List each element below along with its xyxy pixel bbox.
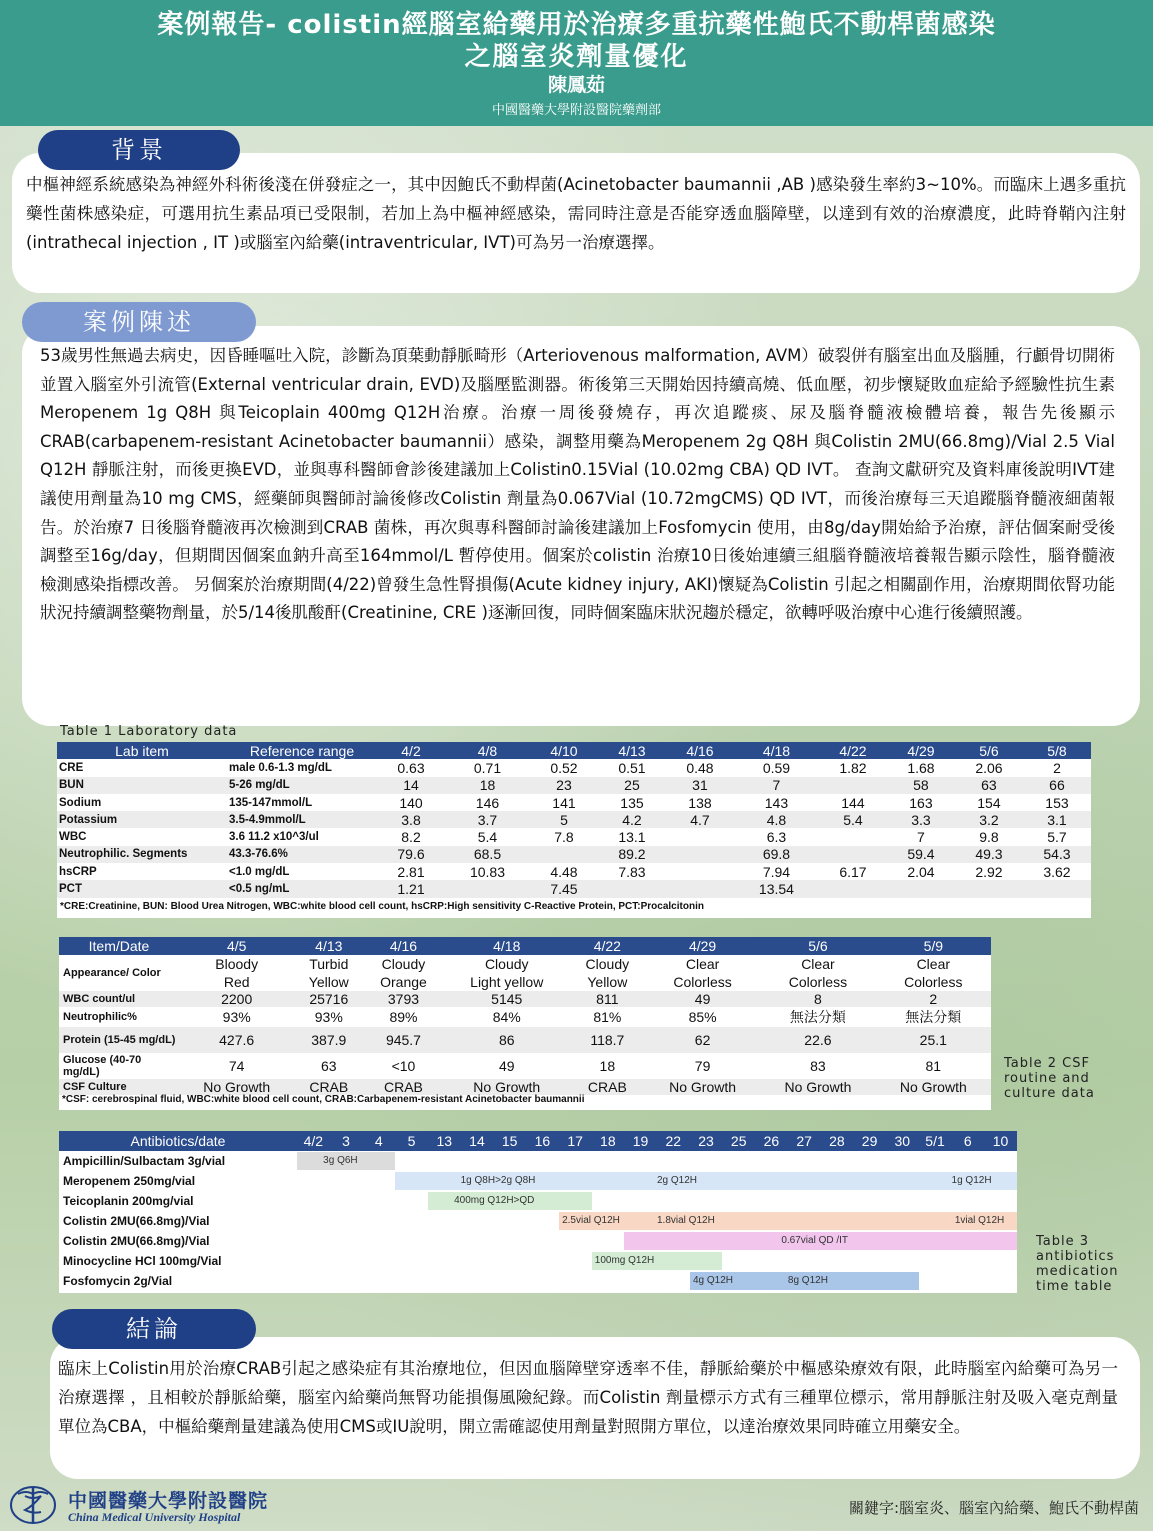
- lab-value-cell: 2.04: [907, 863, 935, 880]
- csf-value-cell: 83: [810, 1058, 826, 1074]
- table3-date-cell: 17: [559, 1131, 592, 1151]
- csf-value-cell: 85%: [688, 1009, 717, 1025]
- drug-name-cell: Ampicillin/Sulbactam 3g/vial: [63, 1154, 226, 1168]
- lab-value-cell: 6.3: [766, 829, 787, 846]
- table1-header-cell: 4/2: [377, 742, 445, 759]
- lab-value-cell: 5.7: [1047, 829, 1067, 846]
- drug-timeline-cell: [297, 1191, 1017, 1211]
- table-row: [59, 1251, 1017, 1271]
- lab-value-cell: 3.7: [445, 811, 530, 828]
- table2-header-row: [59, 937, 991, 955]
- reference-range-cell: <0.5 ng/mL: [227, 880, 377, 897]
- lab-value-cell: 0.51: [618, 759, 646, 776]
- table2-header-cell: Item/Date: [59, 937, 179, 955]
- drug-name-cell: Colistin 2MU(66.8mg)/Vial: [63, 1214, 210, 1228]
- antibiotics-table: [59, 1131, 1017, 1291]
- lab-value-cell: [666, 880, 734, 897]
- dose-label: 1g Q12H: [951, 1175, 992, 1186]
- dose-label: 1g Q8H>2g Q8H: [460, 1175, 536, 1186]
- color-cell: Colorless: [673, 974, 732, 990]
- lab-value-cell: 58: [887, 777, 955, 794]
- lab-value-cell: [1023, 880, 1091, 897]
- csf-item-cell: Glucose (40-70 mg/dL): [63, 1054, 142, 1078]
- lab-value-cell: 5: [530, 811, 598, 828]
- lab-value-cell: 31: [666, 777, 734, 794]
- table3-date-cell: 30: [886, 1131, 919, 1151]
- table2-header-cell: 5/6: [760, 937, 875, 955]
- drug-name-cell: Fosfomycin 2g/Vial: [63, 1274, 173, 1288]
- background-text: 中樞神經系統感染為神經外科術後淺在併發症之一，其中因鮑氏不動桿菌(Acinetobacter baumannii ,AB )感染發生率約3~10%。而臨床上遇多重抗藥性菌株感染症，可選用抗生素品項已受限制，若加上為中樞神經感染，需同時注意是否能穿透血腦障壁，以達到有效的治療濃度，此時脊鞘內注射(intrathecal injection , IT )或腦室內給藥(intraventricular, IVT)可為另一治療選擇。: [26, 175, 1126, 252]
- csf-value-cell: No Growth: [645, 1079, 760, 1095]
- csf-value-cell: 93%: [314, 1009, 343, 1025]
- lab-value-cell: 138: [688, 794, 712, 811]
- lab-value-cell: 2.92: [975, 863, 1003, 880]
- table1-header-cell: 4/10: [530, 742, 598, 759]
- medication-bar: [297, 1152, 395, 1170]
- dose-label: 400mg Q12H>QD: [454, 1195, 535, 1206]
- csf-value-cell: CRAB: [570, 1079, 645, 1095]
- table2-container: [59, 937, 991, 1110]
- lab-value-cell: [819, 777, 887, 794]
- dose-label: 1.8vial Q12H: [656, 1215, 715, 1226]
- table3-date-cell: 15: [493, 1131, 526, 1151]
- lab-value-cell: 8.2: [401, 829, 421, 846]
- color-cell: Yellow: [587, 974, 628, 990]
- table-row: [59, 1053, 991, 1079]
- lab-value-cell: 3.2: [955, 811, 1023, 828]
- reference-range-cell: 3.6 11.2 x10^3/ul: [229, 831, 319, 844]
- lab-value-cell: 0.71: [473, 759, 502, 776]
- dose-label: 0.67vial QD /IT: [781, 1235, 849, 1246]
- table1-footnote: *CRE:Creatinine, BUN: Blood Urea Nitrogen, WBC:white blood cell count, hsCRP:High sensitivity C-Reactive Protein, PCT:Procalcitonin: [60, 901, 704, 912]
- lab-value-cell: 13.54: [734, 880, 819, 897]
- csf-item-cell: Protein (15-45 mg/dL): [59, 1027, 179, 1053]
- lab-value-cell: 154: [977, 794, 1001, 811]
- table-row: [59, 991, 991, 1007]
- conclusion-text: 臨床上Colistin用於治療CRAB引起之感染症有其治療地位，但因血腦障壁穿透率不佳，靜脈給藥於中樞感染療效有限，此時腦室內給藥可為另一治療選擇 ，且相較於靜脈給藥，腦室內給藥尚無腎功能損傷風險紀錄。而Colistin 劑量標示方式有三種單位標示，常用靜脈注射及吸入毫克劑量單位為CBA，中樞給藥劑量建議為使用CMS或IU說明，開立需確認使用劑量對照開方單位，以達治療效果同時確立用藥安全。: [58, 1359, 1118, 1436]
- color-cell: Orange: [380, 974, 427, 990]
- lab-value-cell: [666, 846, 734, 863]
- table3-date-cell: 29: [853, 1131, 886, 1151]
- table1-caption: Table 1 Laboratory data: [60, 724, 238, 739]
- lab-item-cell: CRE: [59, 761, 84, 774]
- appearance-cell: Bloody: [215, 956, 259, 972]
- lab-item-cell: Potassium: [57, 811, 227, 828]
- csf-value-cell: 79: [694, 1058, 711, 1074]
- csf-value-cell: 427.6: [179, 1027, 294, 1053]
- csf-value-cell: 86: [444, 1027, 570, 1053]
- case-text: 53歲男性無過去病史，因昏睡嘔吐入院，診斷為頂葉動靜脈畸形（Arteriovenous malformation, AVM）破裂併有腦室出血及腦腫，行顱骨切開術並置入腦室外引流管(External ventricular drain, EVD)及腦壓監測器。術後第三天開始因持續高燒、低血壓，初步懷疑敗血症給予經驗性抗生素Meropenem 1g Q8H 與Teicoplain 400mg Q12H治療。治療一周後發燒存，再次追蹤痰、尿及腦脊髓液檢體培養，報告先後顯示CRAB(carbapenem-resistant Acinetobacter baumannii）感染，調整用藥為Meropenem 2g Q8H 與Colistin 2MU(66.8mg)/Vial 2.5 Vial Q12H 靜脈注射，而後更換EVD，並與專科醫師會診後建議加上Colistin0.15Vial (10.02mg CBA) QD IVT。 查詢文獻研究及資料庫後說明IVT建議使用劑量為10 mg CMS，經藥師與醫師討論後修改Colistin 劑量為0.067Vial (10.72mgCMS) QD IVT，而後治療每三天追蹤腦脊髓液細菌報告。於治療7 日後腦脊髓液再次檢測到CRAB 菌株，再次與專科醫師討論後建議加上Fosfomycin 使用，由8g/day開始給予治療，評估個案耐受後調整至16g/day，但期間因個案血鈉升高至164mmol/L 暫停使用。個案於colistin 治療10日後始連續三組腦脊髓液培養報告顯示陰性，腦脊髓液檢測感染指標改善。 另個案於治療期間(4/22)曾發生急性腎損傷(Acute kidney injury, AKI)懷疑為Colistin 引起之相關副作用，治療期間依腎功能狀況持續調整藥物劑量，於5/14後肌酸酐(Creatinine, CRE )逐漸回復，同時個案臨床狀況趨於穩定，欲轉呼吸治療中心進行後續照護。: [40, 346, 1115, 623]
- lab-value-cell: 49.3: [955, 846, 1023, 863]
- lab-value-cell: 25: [598, 777, 666, 794]
- lab-value-cell: 14: [377, 777, 445, 794]
- table3-caption: Table 3 antibiotics medication time table: [1036, 1234, 1119, 1294]
- csf-value-cell: 84%: [492, 1009, 521, 1025]
- csf-value-cell: 118.7: [570, 1027, 645, 1053]
- lab-item-cell: hsCRP: [59, 865, 97, 878]
- lab-value-cell: 4.2: [598, 811, 666, 828]
- table3-date-cell: 23: [690, 1131, 723, 1151]
- csf-value-cell: 811: [570, 991, 645, 1007]
- lab-value-cell: 153: [1045, 794, 1069, 811]
- medication-bar: [428, 1192, 592, 1210]
- table1-header-row: [57, 742, 1091, 759]
- medication-bar: [559, 1212, 1017, 1230]
- table-row: [57, 846, 1091, 863]
- lab-value-cell: 146: [475, 794, 500, 811]
- table-row: [59, 973, 991, 991]
- medication-bar: [592, 1252, 723, 1270]
- appearance-cell: Cloudy: [484, 956, 529, 972]
- keywords: 關鍵字:腦室炎、腦室內給藥、鮑氏不動桿菌: [848, 1499, 1139, 1517]
- reference-range-cell: <1.0 mg/dL: [229, 865, 290, 878]
- table-row: [59, 1151, 1017, 1171]
- csf-value-cell: 49: [645, 991, 760, 1007]
- lab-value-cell: 4.7: [666, 811, 734, 828]
- table2-caption: Table 2 CSF routine and culture data: [1004, 1056, 1095, 1101]
- csf-value-cell: No Growth: [179, 1079, 294, 1095]
- lab-data-table: [57, 742, 1091, 898]
- table-row: [57, 794, 1091, 811]
- table3-header-cell: Antibiotics/date: [59, 1131, 297, 1151]
- lab-value-cell: 7.83: [618, 863, 646, 880]
- csf-value-cell: 387.9: [294, 1027, 363, 1053]
- csf-data-table: [59, 937, 991, 1095]
- lab-item-cell: WBC: [59, 831, 87, 844]
- lab-value-cell: 6.17: [839, 863, 867, 880]
- lab-value-cell: 7.8: [554, 829, 574, 846]
- poster-title-line1: 案例報告- colistin經腦室給藥用於治療多重抗藥性鮑氏不動桿菌感染: [157, 10, 996, 40]
- csf-value-cell: 62: [645, 1027, 760, 1053]
- lab-value-cell: 54.3: [1023, 846, 1091, 863]
- csf-value-cell: 8: [760, 991, 875, 1007]
- medication-bar: [395, 1172, 1017, 1190]
- csf-value-cell: 無法分類: [789, 1009, 846, 1025]
- lab-value-cell: 63: [955, 777, 1023, 794]
- table3-header-row: [59, 1131, 1017, 1151]
- lab-item-cell: PCT: [57, 880, 227, 897]
- lab-value-cell: 3.8: [377, 811, 445, 828]
- background-heading: 背景: [38, 130, 240, 170]
- csf-value-cell: 81%: [593, 1009, 622, 1025]
- lab-value-cell: 3.62: [1043, 863, 1071, 880]
- lab-value-cell: 0.52: [550, 759, 578, 776]
- lab-value-cell: 0.63: [397, 759, 425, 776]
- table3-container: [59, 1131, 1017, 1293]
- lab-value-cell: [530, 846, 598, 863]
- table1-header-cell: Lab item: [57, 742, 227, 759]
- table3-date-cell: 13: [428, 1131, 461, 1151]
- lab-value-cell: 9.8: [979, 829, 999, 846]
- color-cell: Light yellow: [470, 974, 544, 990]
- lab-value-cell: [955, 880, 1023, 897]
- reference-range-cell: male 0.6-1.3 mg/dL: [229, 761, 332, 774]
- lab-value-cell: 3.3: [887, 811, 955, 828]
- lab-value-cell: [666, 828, 734, 845]
- author-name: 陳鳳茹: [547, 74, 605, 96]
- table-row: [59, 1007, 991, 1027]
- csf-value-cell: 63: [320, 1058, 337, 1074]
- table1-header-cell: 4/16: [666, 742, 734, 759]
- drug-name-cell: Meropenem 250mg/vial: [63, 1174, 196, 1188]
- lab-value-cell: 3.1: [1023, 811, 1091, 828]
- csf-value-cell: 22.6: [760, 1027, 875, 1053]
- appearance-cell: Clear: [801, 956, 835, 972]
- table3-date-cell: 10: [984, 1131, 1017, 1151]
- lab-value-cell: 4.8: [734, 811, 819, 828]
- reference-range-cell: 135-147mmol/L: [229, 796, 313, 809]
- lab-item-cell: Neutrophilic. Segments: [57, 846, 227, 863]
- table3-date-cell: 22: [657, 1131, 690, 1151]
- table2-header-cell: 4/18: [444, 937, 570, 955]
- table2-header-cell: 4/22: [570, 937, 645, 955]
- lab-value-cell: 89.2: [598, 846, 666, 863]
- table1-header-cell: Reference range: [227, 742, 377, 759]
- lab-value-cell: 69.8: [734, 846, 819, 863]
- table1-header-cell: 5/8: [1023, 742, 1091, 759]
- lab-value-cell: 141: [552, 794, 576, 811]
- drug-name-cell: Teicoplanin 200mg/vial: [63, 1194, 194, 1208]
- lab-value-cell: 135: [620, 794, 644, 811]
- reference-range-cell: 3.5-4.9mmol/L: [227, 811, 377, 828]
- conclusion-heading: 結論: [52, 1309, 256, 1349]
- csf-value-cell: CRAB: [363, 1079, 443, 1095]
- appearance-cell: Cloudy: [381, 956, 426, 972]
- csf-value-cell: 25.1: [876, 1027, 991, 1053]
- table-row: [59, 1079, 991, 1095]
- table1-header-cell: 4/18: [734, 742, 819, 759]
- lab-value-cell: 13.1: [618, 829, 646, 846]
- csf-value-cell: 945.7: [363, 1027, 443, 1053]
- csf-item-cell: WBC count/ul: [59, 991, 179, 1007]
- lab-value-cell: 163: [909, 794, 933, 811]
- table-row: [57, 759, 1091, 776]
- lab-value-cell: 7.94: [762, 863, 791, 880]
- lab-value-cell: 10.83: [469, 863, 505, 880]
- csf-value-cell: 25716: [294, 991, 363, 1007]
- lab-value-cell: 0.59: [762, 759, 791, 776]
- lab-value-cell: 1.21: [377, 880, 445, 897]
- lab-value-cell: [819, 880, 887, 897]
- table3-date-cell: 19: [624, 1131, 657, 1151]
- csf-value-cell: No Growth: [444, 1079, 570, 1095]
- csf-value-cell: 5145: [444, 991, 570, 1007]
- table1-header-cell: 4/8: [445, 742, 530, 759]
- reference-range-cell: 5-26 mg/dL: [227, 777, 377, 794]
- lab-value-cell: 5.4: [477, 829, 498, 846]
- csf-value-cell: 18: [599, 1058, 616, 1074]
- table3-date-cell: 28: [821, 1131, 854, 1151]
- poster-title-line2: 之腦室炎劑量優化: [464, 42, 689, 72]
- lab-value-cell: 5.4: [819, 811, 887, 828]
- table-row: [57, 811, 1091, 828]
- drug-name-cell: Colistin 2MU(66.8mg)/Vial: [63, 1234, 210, 1248]
- appearance-cell: Cloudy: [585, 956, 630, 972]
- lab-item-cell: BUN: [57, 777, 227, 794]
- table3-date-cell: 4/2: [297, 1131, 330, 1151]
- dose-label: 3g Q6H: [323, 1155, 358, 1166]
- csf-value-cell: 2: [876, 991, 991, 1007]
- dose-label: 100mg Q12H: [594, 1255, 655, 1266]
- csf-item-cell: CSF Culture: [59, 1079, 179, 1095]
- table-row: [57, 828, 1091, 845]
- table-row: [57, 880, 1091, 897]
- lab-value-cell: 79.6: [377, 846, 445, 863]
- lab-value-cell: 2.81: [397, 863, 425, 880]
- lab-value-cell: 1.82: [839, 759, 867, 776]
- table2-header-cell: 4/16: [363, 937, 443, 955]
- color-cell: Colorless: [788, 974, 848, 990]
- lab-value-cell: 1.68: [907, 759, 935, 776]
- table3-date-cell: 25: [722, 1131, 755, 1151]
- table3-date-cell: 6: [951, 1131, 984, 1151]
- lab-value-cell: 140: [399, 794, 423, 811]
- dose-label: 2.5vial Q12H: [562, 1215, 620, 1226]
- lab-value-cell: [819, 846, 887, 863]
- table-row: [59, 1027, 991, 1053]
- lab-value-cell: 0.48: [686, 759, 714, 776]
- medication-bar: [624, 1232, 1017, 1250]
- csf-value-cell: 無法分類: [905, 1009, 962, 1025]
- table-row: [57, 863, 1091, 880]
- table-row: [57, 777, 1091, 794]
- drug-name-cell: Minocycline HCl 100mg/Vial: [63, 1254, 222, 1268]
- lab-value-cell: 143: [764, 794, 789, 811]
- dose-label: 1vial Q12H: [954, 1215, 1005, 1226]
- table3-date-cell: 5: [395, 1131, 428, 1151]
- lab-value-cell: 68.5: [445, 846, 530, 863]
- lab-value-cell: 2.06: [975, 759, 1003, 776]
- table2-header-cell: 4/29: [645, 937, 760, 955]
- table2-header-cell: 4/13: [294, 937, 363, 955]
- lab-value-cell: 7: [917, 829, 925, 846]
- caduceus-logo-icon: [8, 1484, 58, 1526]
- lab-value-cell: [819, 828, 887, 845]
- lab-value-cell: [445, 880, 530, 897]
- table1-container: [57, 742, 1091, 918]
- color-cell: Yellow: [308, 974, 349, 990]
- csf-value-cell: 2200: [179, 991, 294, 1007]
- csf-value-cell: 49: [498, 1058, 515, 1074]
- case-heading: 案例陳述: [22, 302, 256, 342]
- reference-range-cell: 43.3-76.6%: [227, 846, 377, 863]
- table2-footnote: *CSF: cerebrospinal fluid, WBC:white blood cell count, CRAB:Carbapenem-resistant Acinetobacter baumannii: [62, 1094, 585, 1105]
- table3-date-cell: 26: [755, 1131, 788, 1151]
- appearance-label-cell: Appearance/ Color: [63, 967, 161, 979]
- table3-date-cell: 5/1: [919, 1131, 952, 1151]
- color-cell: Colorless: [904, 974, 963, 990]
- table3-date-cell: 16: [526, 1131, 559, 1151]
- lab-value-cell: 23: [530, 777, 598, 794]
- affiliation: 中國醫藥大學附設醫院藥劑部: [491, 103, 661, 118]
- appearance-cell: Clear: [685, 956, 720, 972]
- table3-date-cell: 4: [362, 1131, 395, 1151]
- appearance-cell: Clear: [916, 956, 951, 972]
- table-row: [59, 955, 991, 973]
- drug-timeline-cell: [297, 1151, 1017, 1171]
- csf-value-cell: 89%: [389, 1009, 418, 1025]
- lab-value-cell: 4.48: [550, 863, 578, 880]
- csf-item-cell: Neutrophilic%: [63, 1011, 137, 1023]
- lab-value-cell: 18: [445, 777, 530, 794]
- csf-value-cell: CRAB: [294, 1079, 363, 1095]
- logo-text-cn: 中國醫藥大學附設醫院: [68, 1490, 269, 1512]
- table1-header-cell: 4/29: [887, 742, 955, 759]
- table3-date-cell: 18: [591, 1131, 624, 1151]
- poster-header: [0, 0, 1153, 126]
- table3-date-cell: 27: [788, 1131, 821, 1151]
- hospital-logo: [8, 1484, 308, 1526]
- table3-date-cell: 14: [461, 1131, 494, 1151]
- appearance-cell: Turbid: [309, 956, 349, 972]
- table1-header-cell: 4/22: [819, 742, 887, 759]
- csf-value-cell: 93%: [222, 1009, 251, 1025]
- lab-value-cell: 2: [1053, 759, 1061, 776]
- lab-value-cell: [887, 880, 955, 897]
- lab-value-cell: 66: [1023, 777, 1091, 794]
- lab-value-cell: 7.45: [530, 880, 598, 897]
- csf-value-cell: 3793: [363, 991, 443, 1007]
- csf-value-cell: No Growth: [876, 1079, 991, 1095]
- lab-value-cell: [598, 880, 666, 897]
- lab-value-cell: 7: [734, 777, 819, 794]
- csf-value-cell: 81: [925, 1058, 942, 1074]
- lab-value-cell: [666, 863, 734, 880]
- logo-text-en: China Medical University Hospital: [68, 1510, 241, 1524]
- csf-value-cell: 74: [228, 1058, 245, 1074]
- color-cell: Red: [223, 974, 250, 990]
- lab-value-cell: 144: [841, 794, 865, 811]
- lab-item-cell: Sodium: [59, 796, 102, 809]
- table2-header-cell: 5/9: [876, 937, 991, 955]
- table2-header-cell: 4/5: [179, 937, 294, 955]
- csf-value-cell: <10: [391, 1058, 416, 1074]
- table3-date-cell: 3: [330, 1131, 363, 1151]
- csf-value-cell: No Growth: [760, 1079, 875, 1095]
- dose-label: 2g Q12H: [656, 1175, 698, 1186]
- lab-value-cell: 59.4: [887, 846, 955, 863]
- table1-header-cell: 4/13: [598, 742, 666, 759]
- dose-label: 4g Q12H: [692, 1275, 734, 1286]
- table1-header-cell: 5/6: [955, 742, 1023, 759]
- medication-bar: [690, 1272, 919, 1290]
- dose-label: 8g Q12H: [787, 1275, 828, 1286]
